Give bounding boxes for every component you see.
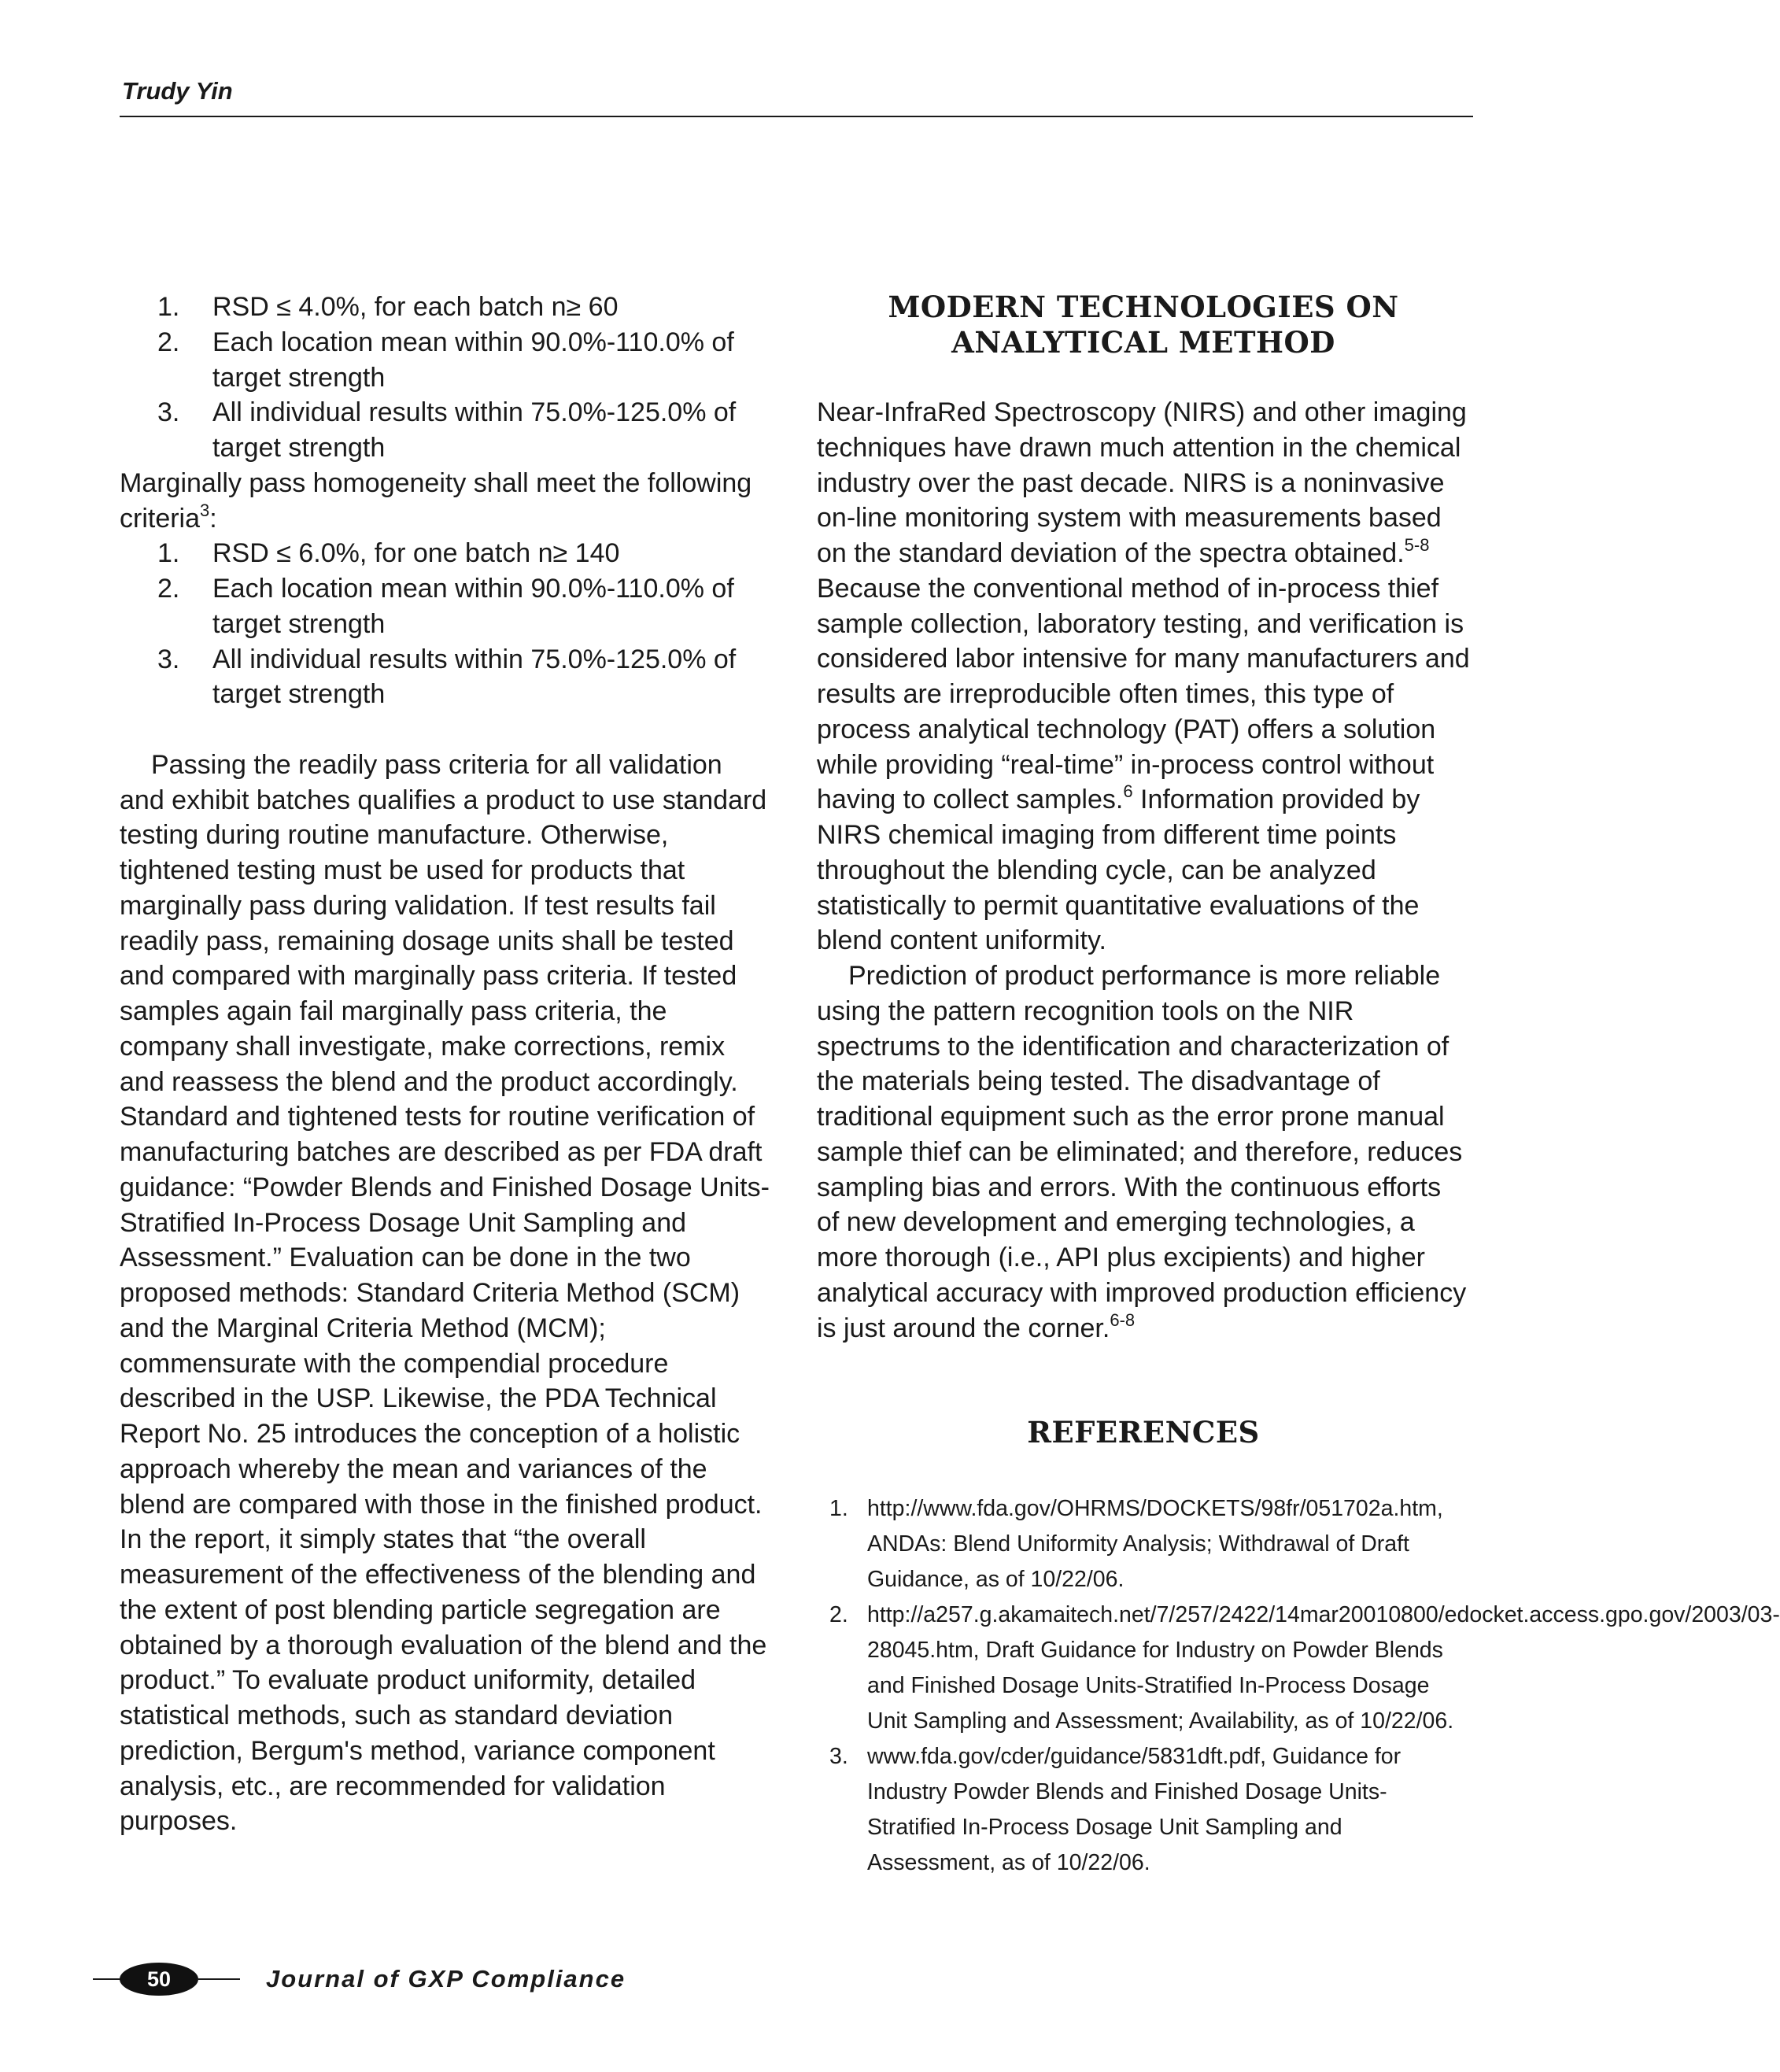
citation: 5-8 [1404, 535, 1430, 555]
list-number: 2. [157, 327, 180, 357]
readily-pass-criteria-list [120, 290, 773, 466]
citation: 3 [200, 500, 210, 520]
list-text: All individual results within 75.0%-125.0% of target strength [212, 644, 737, 710]
reference-text: http://a257.g.akamaitech.net/7/257/2422/14mar20010800/edocket.access.gpo.gov/2003/03-28045.htm, Draft Guidance for Industry on Powder Blends and Finished Dosage Units-Stratified In-Process Dosage Unit Sampling and Assessment; Availability, as of 10/22/06. [867, 1602, 1780, 1734]
footer-rule-right [197, 1978, 240, 1980]
list-item [120, 536, 773, 571]
body-paragraph: Passing the readily pass criteria for all validation and exhibit batches qualifies a product to use standard testing during routine manufacture. Otherwise, tightened testing must be used for products that marginally pass during validation. If test results fail readily pass, remaining dosage units shall be tested and compared with marginally pass criteria. If tested samples again fail marginally pass criteria, the company shall investigate, make corrections, remix and reassess the blend and the product accordingly. Standard and tightened tests for routine verification of manufacturing batches are described as per FDA draft guidance: “Powder Blends and Finished Dosage Units- Stratified In-Process Dosage Unit Sampling and Assessment.” Evaluation can be done in the two proposed methods: Standard Criteria Method (SCM) and the Marginal Criteria Method (MCM); commensurate with the compendial procedure described in the USP. Likewise, the PDA Technical Report No. 25 introduces the conception of a holistic approach whereby the mean and variances of the blend are compared with those in the finished product. In the report, it simply states that “the overall measurement of the effectiveness of the blending and the extent of post blending particle segregation are obtained by a thorough evaluation of the blend and the product.” To evaluate product uniformity, detailed statistical methods, such as standard deviation prediction, Bergum's method, variance component analysis, etc., are recommended for validation purposes. [120, 749, 770, 1837]
citation: 6-8 [1110, 1309, 1136, 1330]
section-heading-modern-technologies: MODERN TECHNOLOGIES ON ANALYTICAL METHOD [888, 290, 1399, 360]
reference-item [817, 1739, 1470, 1881]
list-text: RSD ≤ 4.0%, for each batch n≥ 60 [212, 292, 619, 322]
left-column [120, 290, 773, 1839]
list-number: 1. [157, 538, 180, 569]
references-list [817, 1491, 1780, 1881]
right-column [817, 290, 1470, 1346]
marginal-pass-criteria-list [120, 536, 773, 712]
reference-number: 1. [829, 1496, 848, 1521]
citation: 6 [1123, 781, 1133, 802]
list-item [120, 325, 773, 396]
list-number: 3. [157, 644, 180, 674]
body-paragraph: Near-InfraRed Spectroscopy (NIRS) and other imaging techniques have drawn much attention in the chemical industry over the past decade. NIRS is a noninvasive on-line monitoring system with measurements based on the standard deviation of the spectra obtained.$^{5-8}$ Because the conventional method of in-process thief sample collection, laboratory testing, and verification is considered labor intensive for many manufacturers and results are irreproducible often times, this type of process analytical technology (PAT) offers a solution while providing “real-time” in-process control without having to collect samples.$^6$ Information provided by NIRS chemical imaging from different time points throughout the blending cycle, can be analyzed statistically to permit quantitative evaluations of the blend content uniformity. [817, 397, 1470, 956]
list-item [120, 290, 773, 325]
list-text: Each location mean within 90.0%-110.0% of target strength [212, 574, 734, 639]
list-number: 3. [157, 397, 180, 428]
list-number: 2. [157, 574, 180, 604]
marginal-pass-intro: Marginally pass homogeneity shall meet the following criteria$^3$: [120, 467, 752, 534]
reference-item [817, 1491, 1470, 1597]
body-paragraph: Prediction of product performance is more reliable using the pattern recognition tools on the NIR spectrums to the identification and characterization of the materials being tested. The disadvantage of traditional equipment such as the error prone manual sample thief can be eliminated; and therefore, reduces sampling bias and errors. With the continuous efforts of new development and emerging technologies, a more thorough (i.e., API plus excipients) and higher analytical accuracy with improved production efficiency is just around the corner.$^{6-8}$ [817, 961, 1467, 1343]
reference-number: 2. [829, 1602, 848, 1627]
list-text: All individual results within 75.0%-125.0% of target strength [212, 397, 737, 463]
reference-text: http://www.fda.gov/OHRMS/DOCKETS/98fr/051702a.htm, ANDAs: Blend Uniformity Analysis; Withdrawal of Draft Guidance, as of 10/22/06. [867, 1496, 1443, 1592]
list-text: RSD ≤ 6.0%, for one batch n≥ 140 [212, 538, 620, 569]
reference-number: 3. [829, 1744, 848, 1769]
list-item [120, 571, 773, 642]
section-heading-references: REFERENCES [1027, 1415, 1260, 1450]
list-text: Each location mean within 90.0%-110.0% of target strength [212, 327, 734, 393]
journal-name: Journal of GXP Compliance [266, 1965, 626, 1993]
list-item [120, 642, 773, 713]
running-head-author: Trudy Yin [122, 77, 233, 105]
reference-text: www.fda.gov/cder/guidance/5831dft.pdf, Guidance for Industry Powder Blends and Finished Dosage Units-Stratified In-Process Dosage Unit Sampling and Assessment, as of 10/22/06. [867, 1744, 1401, 1875]
reference-item [817, 1597, 1780, 1739]
page-number-badge: 50 [120, 1963, 198, 1996]
list-number: 1. [157, 292, 180, 322]
list-item [120, 395, 773, 466]
header-rule [120, 116, 1473, 117]
